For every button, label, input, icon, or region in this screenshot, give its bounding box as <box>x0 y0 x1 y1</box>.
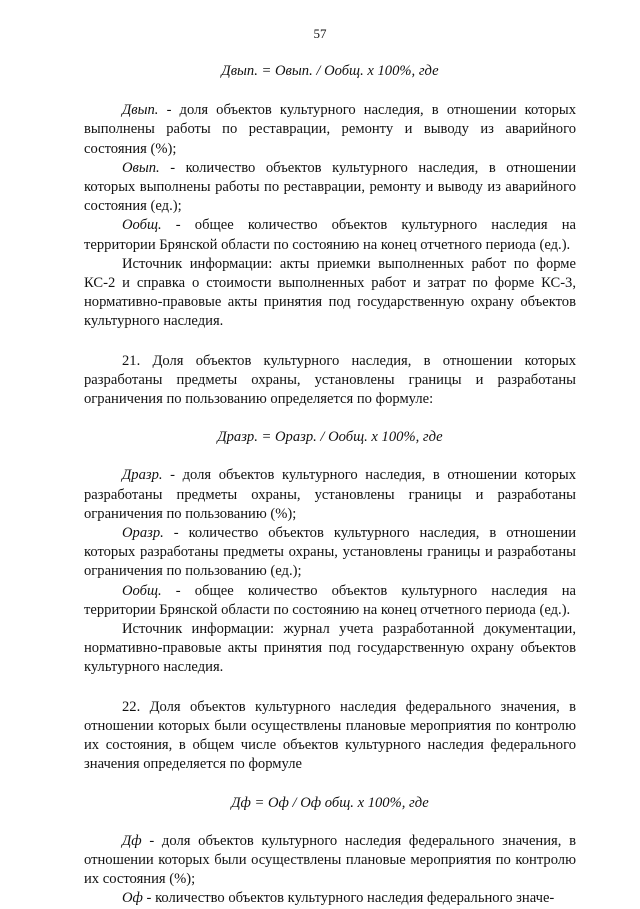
definition-text: - доля объектов культурного наследия, в отношении которых разработаны предметы охраны, установлены границы и разработаны ограничения по пользованию (%); <box>84 467 576 522</box>
document-body <box>84 62 576 909</box>
definition-symbol: Дразр. <box>122 467 163 484</box>
definition-symbol: Ообщ. <box>122 582 162 599</box>
definition-dvyp <box>84 101 576 159</box>
definition-oobshch <box>84 582 576 620</box>
definition-symbol: Двып. <box>122 102 159 119</box>
formula-df: Дф = Оф / Оф общ. х 100%, где <box>231 794 429 811</box>
definition-symbol: Оразр. <box>122 525 164 542</box>
definition-drazr <box>84 466 576 524</box>
definition-text: - общее количество объектов культурного наследия на территории Брянской области по состоянию на конец отчетного периода (ед.). <box>84 582 576 618</box>
definition-of <box>84 889 576 908</box>
definition-text: - доля объектов культурного наследия федерального значения, в отношении которых были осуществлены плановые мероприятия по контролю их состояния (%); <box>84 832 576 888</box>
definition-orazr <box>84 524 576 582</box>
definition-text: - количество объектов культурного наследия, в отношении которых выполнены работы по реставрации, ремонту и выводу из аварийного состояния (ед.); <box>84 159 576 215</box>
section-21-intro: 21. Доля объектов культурного наследия, в отношении которых разработаны предметы охраны, установлены границы и разработаны ограничения по пользованию определяется по формуле: <box>84 352 576 408</box>
formula-drazr: Дразр. = Оразр. / Ообщ. х 100%, где <box>217 429 443 446</box>
definition-df <box>84 832 576 890</box>
formula-dvyp: Двып. = Овып. / Ообщ. х 100%, где <box>221 63 439 79</box>
definition-symbol: Ообщ. <box>122 217 162 234</box>
definition-text: - общее количество объектов культурного наследия на территории Брянской области по состоянию на конец отчетного периода (ед.). <box>84 217 576 253</box>
definition-symbol: Оф <box>122 890 143 907</box>
definition-text: - доля объектов культурного наследия, в отношении которых выполнены работы по реставрации, ремонту и выводу из аварийного состояния (%); <box>84 102 576 157</box>
source-paragraph: Источник информации: акты приемки выполненных работ по форме КС-2 и справка о стоимости выполненных работ и затрат по форме КС-3, нормативно-правовые акты принятия под государственную охрану объектов культурного наследия. <box>84 255 576 330</box>
source-paragraph: Источник информации: журнал учета разработанной документации, нормативно-правовые акты принятия под государственную охрану объектов культурного наследия. <box>84 621 576 676</box>
page-number: 57 <box>313 26 327 41</box>
definition-text: - количество объектов культурного наследия федерального значе- <box>142 890 555 907</box>
definition-text: - количество объектов культурного наследия, в отношении которых разработаны предметы охраны, установлены границы и разработаны ограничения по пользованию (ед.); <box>84 525 576 580</box>
definition-oobshch <box>84 216 576 254</box>
definition-symbol: Овып. <box>122 159 160 176</box>
definition-symbol: Дф <box>122 832 142 849</box>
definition-ovyp <box>84 159 576 217</box>
section-22-intro: 22. Доля объектов культурного наследия федерального значения, в отношении которых были осуществлены плановые мероприятия по контролю их состояния, в общем числе объектов культурного наследия федерального значения определяется по формуле <box>84 698 576 773</box>
